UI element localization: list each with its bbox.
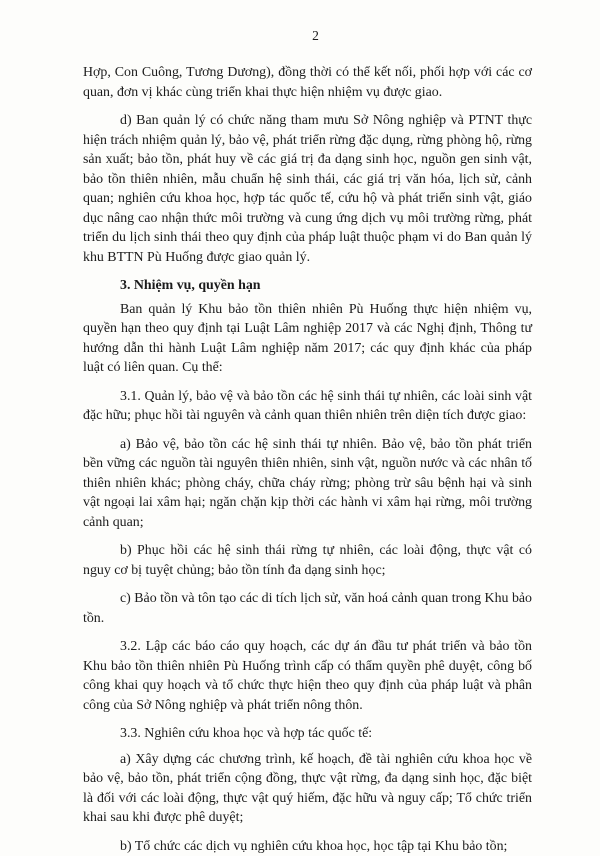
paragraph-3-1: 3.1. Quản lý, bảo vệ và bảo tồn các hệ sinh thái tự nhiên, các loài sinh vật đặc hữu; phục hồi tài nguyên và cảnh quan thiên nhiên trên diện tích được giao: — [83, 387, 532, 426]
paragraph-3-3-b: b) Tổ chức các dịch vụ nghiên cứu khoa học, học tập tại Khu bảo tồn; — [83, 837, 532, 856]
paragraph-d-ban-quan-ly: d) Ban quản lý có chức năng tham mưu Sở Nông nghiệp và PTNT thực hiện trách nhiệm quản lý, bảo vệ, phát triển rừng đặc dụng, rừng phòng hộ, rừng sản xuất; bảo tồn, phát huy về các giá trị đa dạng sinh học, nguồn gen sinh vật, bảo tồn thiên nhiên, mẫu chuẩn hệ sinh thái, các giá trị văn hóa, lịch sử, cảnh quan; nghiên cứu khoa học, hợp tác quốc tế, cứu hộ và phát triển sinh vật, giáo dục nâng cao nhận thức môi trường và cung ứng dịch vụ môi trường rừng, phát triển du lịch sinh thái theo quy định của pháp luật thuộc phạm vi do Ban quản lý khu BTTN Pù Huống được giao quản lý. — [83, 111, 532, 267]
page-number: 2 — [99, 28, 532, 44]
paragraph-continuation: Hợp, Con Cuông, Tương Dương), đồng thời có thể kết nối, phối hợp với các cơ quan, đơn vị khác cùng triển khai thực hiện nhiệm vụ được giao. — [83, 63, 532, 102]
paragraph-3-3-a: a) Xây dựng các chương trình, kế hoạch, đề tài nghiên cứu khoa học về bảo vệ, bảo tồn, phát triển cộng đồng, thực vật rừng, đa dạng sinh học, đặc biệt là đối với các loài động, thực vật quý hiếm, đặc hữu và nguy cấp; Tổ chức triển khai sau khi được phê duyệt; — [83, 750, 532, 828]
section-heading-3: 3. Nhiệm vụ, quyền hạn — [83, 276, 532, 296]
paragraph-3-2: 3.2. Lập các báo cáo quy hoạch, các dự án đầu tư phát triển và bảo tồn Khu bảo tồn thiên nhiên Pù Huống trình cấp có thẩm quyền phê duyệt, công bố công khai quy hoạch và tổ chức thực hiện theo quy định của pháp luật và phân công của Sở Nông nghiệp và phát triển nông thôn. — [83, 637, 532, 715]
paragraph-section-3-intro: Ban quản lý Khu bảo tồn thiên nhiên Pù Huống thực hiện nhiệm vụ, quyền hạn theo quy định tại Luật Lâm nghiệp 2017 và các Nghị định, Thông tư hướng dẫn thi hành Luật Lâm nghiệp năm 2017; các quy định khác của pháp luật có liên quan. Cụ thể: — [83, 300, 532, 378]
paragraph-3-1-b: b) Phục hồi các hệ sinh thái rừng tự nhiên, các loài động, thực vật có nguy cơ bị tuyệt chủng; bảo tồn tính đa dạng sinh học; — [83, 541, 532, 580]
paragraph-3-3: 3.3. Nghiên cứu khoa học và hợp tác quốc tế: — [83, 724, 532, 744]
paragraph-3-1-a: a) Bảo vệ, bảo tồn các hệ sinh thái tự nhiên. Bảo vệ, bảo tồn phát triển bền vững các nguồn tài nguyên thiên nhiên, sinh vật, nguồn nước và các nhân tố thiên nhiên khác; phòng cháy, chữa cháy rừng; phòng trừ sâu bệnh hại và sinh vật ngoại lai xâm hại; ngăn chặn kịp thời các hành vi xâm hại rừng, môi trường cảnh quan; — [83, 435, 532, 533]
paragraph-3-1-c: c) Bảo tồn và tôn tạo các di tích lịch sử, văn hoá cảnh quan trong Khu bảo tồn. — [83, 589, 532, 628]
